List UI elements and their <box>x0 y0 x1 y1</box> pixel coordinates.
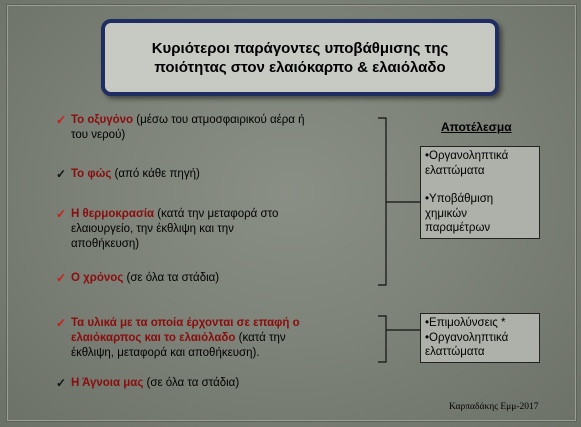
bracket-lower <box>378 316 386 362</box>
factor-desc: (από κάθε πηγή) <box>111 168 200 180</box>
author-credit: Καρπαδάκης Εμμ-2017 <box>449 402 539 412</box>
factor-label: Η Άγνοια μας <box>71 377 144 389</box>
result-line: •Οργανοληπτικά <box>425 150 509 162</box>
check-icon: ✓ <box>56 167 67 181</box>
factor-desc-line-2: έκθλιψη, μεταφορά και αποθήκευση). <box>71 347 260 359</box>
bracket-upper <box>378 118 386 285</box>
factor-label: Το φώς <box>71 168 112 180</box>
result-line: •Υποβάθμιση <box>425 193 494 205</box>
factor-desc-line-2: ελαιουργείο, την έκθλιψη και την <box>71 223 234 235</box>
factor-desc: (κατά την μεταφορά στο <box>154 208 279 220</box>
title-line-1: Κυριότεροι παράγοντες υποβάθμισης της <box>151 39 449 57</box>
result-line: •Επιμολύνσεις * <box>425 317 506 329</box>
result-line: χημικών <box>425 207 467 220</box>
check-icon: ✓ <box>56 316 67 330</box>
check-icon: ✓ <box>56 271 67 285</box>
factor-label: Η θερμοκρασία <box>71 208 155 220</box>
check-icon: ✓ <box>56 376 67 390</box>
result-line: •Οργανοληπτικά <box>425 331 509 344</box>
result-line: ελαττώματα <box>425 164 485 177</box>
factor-desc: (σε όλα τα στάδια) <box>143 377 240 389</box>
factor-label: Ο χρόνος <box>71 272 124 284</box>
title-line-2: ποιότητας στον ελαιόκαρπο & ελαιόλαδο <box>154 58 446 76</box>
factor-desc-line-3: αποθήκευση) <box>71 238 140 250</box>
result-line: ελαττώματα <box>425 346 485 358</box>
factor-desc-line-2: του νερού) <box>71 129 126 141</box>
result-title: Αποτέλεσμα <box>441 120 512 134</box>
factor-label-line-2: ελαιόκαρπος και το ελαιόλαδο <box>71 332 236 344</box>
spacer <box>425 178 535 192</box>
factor-label: Το οξυγόνο <box>71 114 134 126</box>
check-icon: ✓ <box>56 207 67 221</box>
check-icon: ✓ <box>56 113 67 127</box>
result-box-quality <box>420 146 540 239</box>
result-line: παραμέτρων <box>425 222 491 234</box>
factor-desc: (κατά την <box>235 332 286 344</box>
factor-desc: (μέσω του ατμοσφαιρικού αέρα ή <box>133 114 305 126</box>
factor-desc: (σε όλα τα στάδια) <box>123 272 220 284</box>
result-box-contamination <box>420 313 540 363</box>
factor-label: Τα υλικά με τα οποία έρχονται σε επαφή ο <box>71 317 300 329</box>
